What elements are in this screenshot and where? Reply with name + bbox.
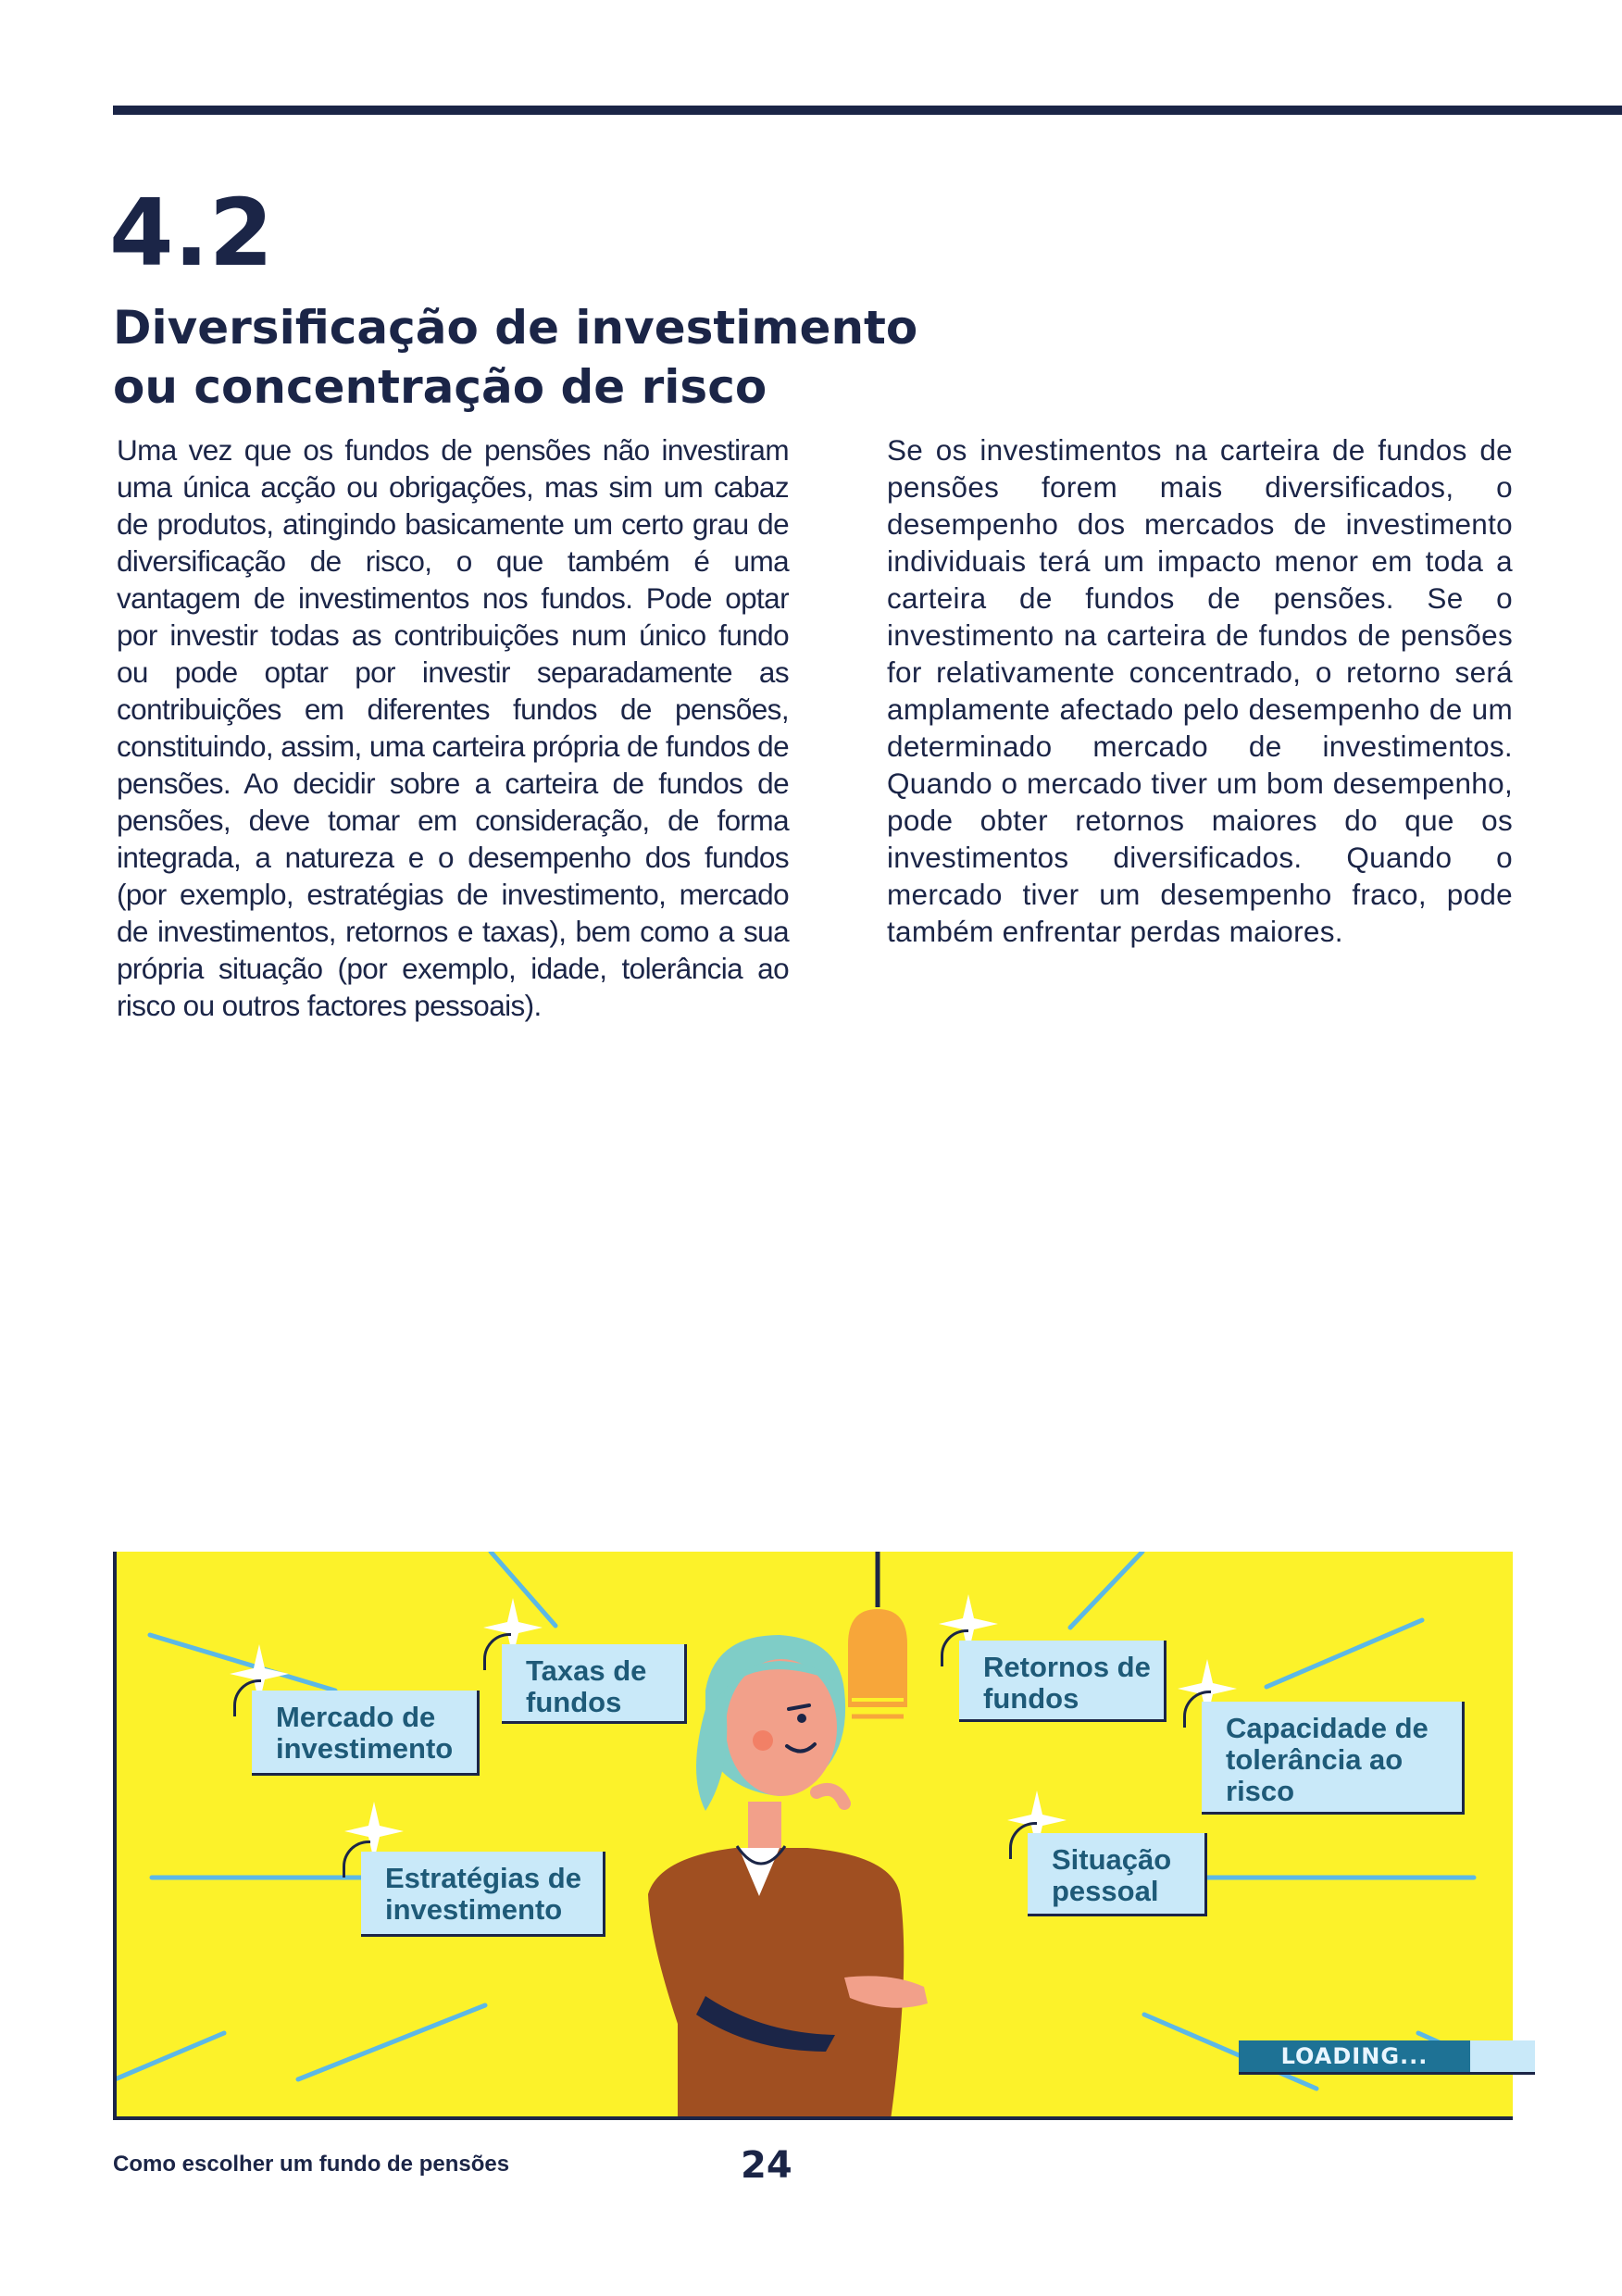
page-number: 24 xyxy=(741,2144,792,2187)
tag-mercado-de-investimento xyxy=(252,1691,480,1776)
tag-mercado-line-1: Mercado de xyxy=(276,1701,436,1733)
pendant-lamp-icon xyxy=(848,1552,907,1716)
illustration-artwork xyxy=(113,1552,1513,2120)
tag-estrategias-de-investimento xyxy=(361,1852,605,1937)
tag-capacidade-line-3: risco xyxy=(1226,1775,1295,1807)
body-column-right: Se os investimentos na carteira de fundos de pensões forem mais diversificados, o desempenho dos mercados de investimento individuais terá um impacto menor em toda a carteira de fundos de pensões. Se o investimento na carteira de fundos de pensões for relativamente concentrado, o retorno será amplamente afectado pelo desempenho de um determinado mercado de investimentos. Quando o mercado tiver um bom desempenho, pode obter retornos maiores do que os investimentos diversificados. Quando o mercado tiver um desempenho fraco, pode também enfrentar perdas maiores. xyxy=(887,433,1513,948)
tag-capacidade-line-2: tolerância ao xyxy=(1226,1743,1404,1776)
tag-taxas-line-2: fundos xyxy=(526,1686,622,1718)
tag-situacao-pessoal xyxy=(1028,1833,1207,1916)
tag-retornos-de-fundos xyxy=(959,1641,1167,1722)
tag-retornos-line-2: fundos xyxy=(983,1682,1079,1715)
tag-estrategias-line-1: Estratégias de xyxy=(385,1862,581,1894)
illustration-bottom-border xyxy=(113,2116,1513,2120)
illustration-left-border xyxy=(113,1552,117,2120)
tag-capacidade-line-1: Capacidade de xyxy=(1226,1712,1429,1744)
section-title xyxy=(113,298,946,417)
tag-situacao-line-1: Situação xyxy=(1052,1843,1172,1876)
tag-taxas-de-fundos xyxy=(502,1644,687,1724)
tag-mercado-line-2: investimento xyxy=(276,1732,454,1765)
tag-estrategias-line-2: investimento xyxy=(385,1893,563,1926)
section-title-line-1: Diversificação de investimento xyxy=(113,301,918,355)
loading-bar: LOADING... xyxy=(1239,2040,1470,2075)
footer-document-title: Como escolher um fundo de pensões xyxy=(113,2152,510,2177)
top-rule xyxy=(113,106,1622,115)
thinking-woman-figure xyxy=(648,1635,928,2120)
illustration-panel xyxy=(113,1552,1513,2120)
section-number: 4.2 xyxy=(109,179,274,287)
tag-taxas-line-1: Taxas de xyxy=(526,1654,647,1687)
tag-situacao-line-2: pessoal xyxy=(1052,1875,1159,1907)
section-title-line-2: ou concentração de risco xyxy=(113,360,767,414)
tag-retornos-line-1: Retornos de xyxy=(983,1651,1151,1683)
body-column-left: Uma vez que os fundos de pensões não investiram uma única acção ou obrigações, mas sim um cabaz de produtos, atingindo basicamente um certo grau de diversificação de risco, o que também é uma vantagem de investimentos nos fundos. Pode optar por investir todas as contribuições num único fundo ou pode optar por investir separadamente as contribuições em diferentes fundos de pensões, constituindo, assim, uma carteira própria de fundos de pensões. Ao decidir sobre a carteira de fundos de pensões, deve tomar em consideração, de forma integrada, a natureza e o desempenho dos fundos (por exemplo, estratégias de investimento, mercado de investimentos, retornos e taxas), bem como a sua própria situação (por exemplo, idade, tolerância ao risco ou outros factores pessoais). xyxy=(117,433,789,1022)
loading-bar-track xyxy=(1470,2040,1535,2075)
tag-capacidade-de-tolerancia-ao-risco xyxy=(1202,1702,1465,1815)
